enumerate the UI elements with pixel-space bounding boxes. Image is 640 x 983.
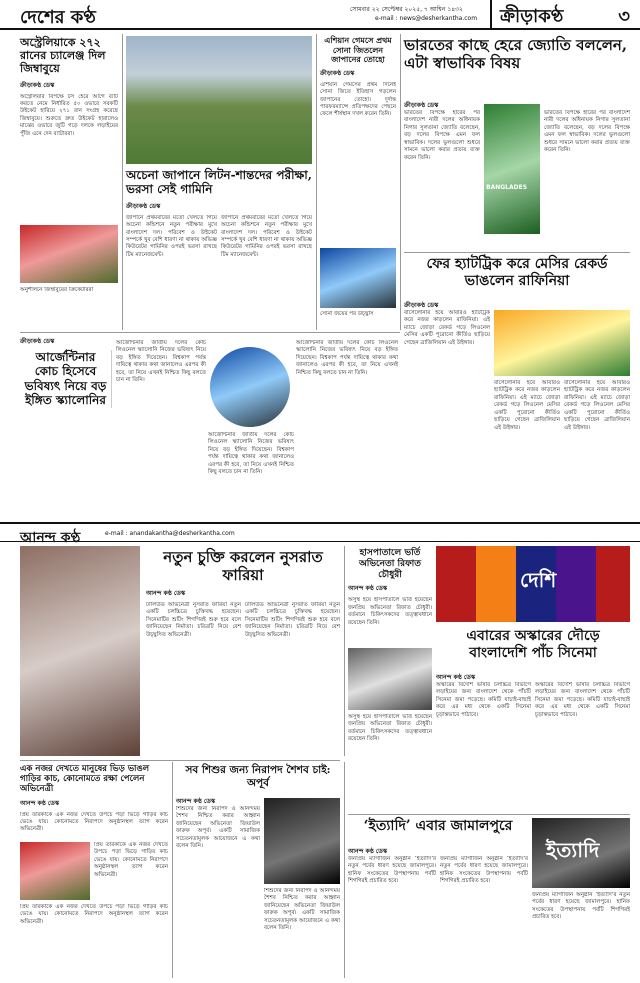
headline[interactable]: সব শিশুর জন্য নিরাপদ শৈশব চাই: অপূর্ব [185,764,331,789]
headline[interactable]: নতুন চুক্তি করলেন নুসরাত ফারিয়া [163,548,323,584]
poster-title: দেশি [520,568,557,592]
ittadi-logo-image [532,818,630,888]
gold-medal-photo [320,248,396,308]
article-body: শিশুদের জন্য নিরাপদ ও আনন্দময় শৈশব নিশ্চিত করার আহ্বান জানিয়েছেন অভিনেতা জিয়াউল ফারুক অপূর্ব। একটি সামাজিক সচেতনতামূলক আয়োজনে এ কথা বলেন তিনি। [176,806,260,850]
scaloni-photo [208,345,292,429]
article-raphinha[interactable] [404,256,630,290]
article-body-cont: শিশুদের জন্য নিরাপদ ও আনন্দময় শৈশব নিশ্চিত করার আহ্বান জানিয়েছেন অভিনেতা জিয়াউল ফারুক অপূর্ব। একটি সামাজিক সচেতনতামূলক আয়োজনে এ কথা বলেন তিনি। [264,888,340,932]
stadium-photo [126,36,312,164]
page-header [0,0,640,30]
entertainment-section-bar [0,522,640,546]
article-body: ঢালিউড অভিনেত্রী নুসরাত ফারিয়া নতুন একটি চলচ্চিত্রে চুক্তিবদ্ধ হয়েছেন। সিনেমাটির শুটিং শিগগিরই শুরু হবে বলে জানিয়েছেন নির্মাতা। চরিত্রটি নিয়ে বেশ উচ্ছ্বসিত অভিনেত্রী। [146,602,241,638]
article-jyoti[interactable] [404,36,630,72]
article-apurba[interactable] [176,764,340,789]
article-body: প্রিয় তারকাকে এক নজর দেখতে উপচে পড়া ভিড়ে গাড়ির কাচ ভেঙে যায়। কোনোমতে নিরাপদে অনুষ্ঠানস্থল ত্যাগ করেন অভিনেত্রী। [20,811,168,833]
byline: ক্রীড়াকণ্ঠ ডেস্ক [20,338,55,345]
byline: আনন্দ কণ্ঠ ডেস্ক [20,799,60,807]
headline[interactable]: এবারের অস্কারের দৌড়ে বাংলাদেশি পাঁচ সিনেমা [466,628,600,661]
headline[interactable]: অচেনা জাপানে লিটন-শান্তদের পরীক্ষা, ভরসা সেই গামিনি [126,168,312,197]
article-body-cont: ঢালিউড অভিনেত্রী নুসরাত ফারিয়া নতুন একটি চলচ্চিত্রে চুক্তিবদ্ধ হয়েছেন। সিনেমাটির শুটিং শিগগিরই শুরু হবে বলে জানিয়েছেন নির্মাতা। চরিত্রটি নিয়ে বেশ উচ্ছ্বসিত অভিনেত্রী। [245,602,340,638]
film-posters-collage [436,546,630,622]
jersey-text: BANGLADES [486,184,528,191]
article-body-cont2: বার্সেলোনার হয়ে আবারও হ্যাটট্রিক করে নজর কাড়লেন রাফিনিয়া। এই ম্যাচে জোড়া রেকর্ড গড়ে লিওনেল মেসির একটি পুরোনো কীর্তিও ছাড়িয়ে গেছেন ব্রাজিলিয়ান এই উইঙ্গার। [564,380,630,431]
article-body-cont: প্রিয় তারকাকে এক নজর দেখতে উপচে পড়া ভিড়ে গাড়ির কাচ ভেঙে যায়। কোনোমতে নিরাপদে অনুষ্ঠানস্থল ত্যাগ করেন অভিনেত্রী। [94,842,168,878]
headline[interactable]: অস্ট্রেলিয়াকে ২৭২ রানের চ্যালেঞ্জ দিল জিম্বাবুয়ে [20,36,106,76]
article-body-cont: ভারতের বিপক্ষে হারের পর বাংলাদেশ নারী দলের অধিনায়ক নিগার সুলতানা জ্যোতি বলেছেন, বড় দলের বিপক্ষে এমন ফল স্বাভাবিক। দলের ভুলগুলো শুধরে সামনে ভালো করার প্রত্যয় ব্যক্ত করেন তিনি। [544,110,630,154]
photo-caption: অনুশীলনে জিম্বাবুয়ের ক্রিকেটাররা [20,287,94,293]
article-rifat[interactable] [348,548,432,655]
ittadi-logo: ইত্যাদি [546,838,600,862]
jyoti-photo [484,104,540,234]
article-japan-test[interactable] [126,168,312,310]
article-body-cont: জাপানে প্রথমবারের মতো খেলতে গিয়ে অচেনা কন্ডিশনে নতুন পরীক্ষার মুখে বাংলাদেশ দল। পরিবেশ ও উইকেট সম্পর্কে খুব বেশি ধারণা না থাকায় অভিজ্ঞ কিউরেটর গামিনির ওপরই ভরসা রাখছে টিম ম্যানেজমেন্ট। [221,214,312,258]
headline[interactable]: এক নজর দেখতে মানুষের ভিড় ভাঙল গাড়ির কাচ, কোনোমতে রক্ষা পেলেন অভিনেত্রী [20,764,150,795]
rifat-photo [348,648,432,710]
page-number: ৩ [618,6,630,27]
headline[interactable]: ভারতের কাছে হেরে জ্যোতি বললেন, এটা স্বাভাবিক বিষয় [404,36,628,72]
byline: আনন্দ কণ্ঠ ডেস্ক [348,585,388,593]
byline: আনন্দ কণ্ঠ ডেস্ক [348,848,388,855]
dateline: সোমবার ২২ সেপ্টেম্বর ২০২৫, ৭ আশ্বিন ১৪৩২ [350,6,463,13]
article-body: অসুস্থ হয়ে হাসপাতালে ভর্তি হয়েছেন জনপ্রিয় অভিনেতা রিফাত চৌধুরী। বর্তমানে চিকিৎসকদের তত্ত্বাবধানে রয়েছেন তিনি। [348,597,432,626]
article-body: ভারতের বিপক্ষে হারের পর বাংলাদেশ নারী দলের অধিনায়ক নিগার সুলতানা জ্যোতি বলেছেন, বড় দলের বিপক্ষে এমন ফল স্বাভাবিক। দলের ভুলগুলো শুধরে সামনে ভালো করার প্রত্যয় ব্যক্ত করেন তিনি। [404,110,480,161]
article-body-cont2: জনপ্রিয় ম্যাগাজিন অনুষ্ঠান ‘ইত্যাদি’র নতুন পর্বের ধারণ হয়েছে জামালপুরে। হানিফ সংকেতের উপস্থাপনায় পর্বটি শিগগিরই প্রচারিত হবে। [532,892,630,921]
header-email[interactable]: e-mail : news@desherkantha.com [375,15,478,22]
byline: ক্রীড়াকণ্ঠ ডেস্ক [404,302,439,309]
byline: ক্রীড়াকণ্ঠ ডেস্ক [320,69,355,77]
article-body: জাপানে প্রথমবারের মতো খেলতে গিয়ে অচেনা কন্ডিশনে নতুন পরীক্ষার মুখে বাংলাদেশ দল। পরিবেশ ও উইকেট সম্পর্কে খুব বেশি ধারণা না থাকায় অভিজ্ঞ কিউরেটর গামিনির ওপরই ভরসা রাখছে টিম ম্যানেজমেন্ট। [126,214,217,258]
byline: আনন্দ কণ্ঠ ডেস্ক [146,590,186,597]
article-body-cont2: আর্জেন্টিনার জাতীয় দলের কোচ লিওনেল স্ক্যালোনি নিজের ভবিষ্যৎ নিয়ে বড় ইঙ্গিত দিয়েছেন। বিশ্বকাপ পর্যন্ত দায়িত্বে থাকার কথা জানালেও এরপর কী হবে, তা নিয়ে এখনই নিশ্চিত কিছু বলতে চান না তিনি। [208,432,294,476]
byline: ক্রীড়াকণ্ঠ ডেস্ক [404,102,439,109]
photo-caption: সোনা জয়ের পর উচ্ছ্বাস [320,311,374,317]
apurba-photo [264,798,340,884]
nusrat-faria-photo [20,546,140,756]
headline[interactable]: এশিয়ান গেমসে প্রথম সোনা জিতলেন জাপানের তোহো [324,35,392,65]
section-email[interactable]: e-mail : anandakantha@desherkantha.com [105,530,235,537]
byline: আনন্দ কণ্ঠ ডেস্ক [176,798,216,805]
article-body: আর্জেন্টিনার জাতীয় দলের কোচ লিওনেল স্ক্যালোনি নিজের ভবিষ্যৎ নিয়ে বড় ইঙ্গিত দিয়েছেন। বিশ্বকাপ পর্যন্ত দায়িত্বে থাকার কথা জানালেও এরপর কী হবে, তা নিয়ে এখনই নিশ্চিত কিছু বলতে চান না তিনি। [116,340,206,384]
article-body-cont: অস্কারের বিদেশি ভাষার চলচ্চিত্র বিভাগে লড়াইয়ের জন্য বাংলাদেশ থেকে পাঁচটি সিনেমা জমা পড়েছে। কমিটি যাচাই-বাছাই করে এর মধ্য থেকে একটি সিনেমা চূড়ান্তভাবে পাঠাবে। [535,682,630,718]
article-oscar[interactable] [436,628,630,662]
byline: ক্রীড়াকণ্ঠ ডেস্ক [20,81,55,89]
actress-photo [20,842,90,900]
article-body: অস্কারের বিদেশি ভাষার চলচ্চিত্র বিভাগে লড়াইয়ের জন্য বাংলাদেশ থেকে পাঁচটি সিনেমা জমা পড়েছে। কমিটি যাচাই-বাছাই করে এর মধ্য থেকে একটি সিনেমা চূড়ান্তভাবে পাঠাবে। [436,682,531,718]
article-nusrat-faria[interactable] [146,548,340,752]
article-body-cont: বার্সেলোনার হয়ে আবারও হ্যাটট্রিক করে নজর কাড়লেন রাফিনিয়া। এই ম্যাচে জোড়া রেকর্ড গড়ে লিওনেল মেসির একটি পুরোনো কীর্তিও ছাড়িয়ে গেছেন ব্রাজিলিয়ান এই উইঙ্গার। [494,380,560,431]
byline: ক্রীড়াকণ্ঠ ডেস্ক [126,202,161,210]
section-box [490,0,640,28]
section-title: আনন্দ কণ্ঠ [20,530,81,546]
byline: আনন্দ কণ্ঠ ডেস্ক [436,674,476,681]
article-asian-games[interactable] [320,36,396,252]
article-body-cont2: প্রিয় তারকাকে এক নজর দেখতে উপচে পড়া ভিড়ে গাড়ির কাচ ভেঙে যায়। কোনোমতে নিরাপদে অনুষ্ঠানস্থল ত্যাগ করেন অভিনেত্রী। [20,904,168,925]
article-zimbabwe[interactable] [20,36,118,224]
article-body-cont: জনপ্রিয় ম্যাগাজিন অনুষ্ঠান ‘ইত্যাদি’র নতুন পর্বের ধারণ হয়েছে জামালপুরে। হানিফ সংকেতের উপস্থাপনায় পর্বটি শিগগিরই প্রচারিত হবে। [440,856,528,885]
headline[interactable]: ফের হ্যাটট্রিক করে মেসির রেকর্ড ভাঙলেন রাফিনিয়া [426,256,608,289]
article-scaloni[interactable] [24,350,112,408]
article-body: বার্সেলোনার হয়ে আবারও হ্যাটট্রিক করে নজর কাড়লেন রাফিনিয়া। এই ম্যাচে জোড়া রেকর্ড গড়ে লিওনেল মেসির একটি পুরোনো কীর্তিও ছাড়িয়ে গেছেন ব্রাজিলিয়ান এই উইঙ্গার। [404,310,490,346]
newspaper-name: দেশের কণ্ঠ [20,7,96,28]
article-body: এশিয়ান গেমসের প্রথম দিনেই সোনা জিতে ইতিহাস গড়লেন জাপানের তোহো। দুর্দান্ত পারফরম্যান্সে প্রতিপক্ষদের পেছনে ফেলে শীর্ষস্থান দখল করেন তিনি। [320,81,396,118]
headline[interactable]: ‘ইত্যাদি’ এবার জামালপুরে [363,818,513,834]
article-body: অস্ট্রেলিয়ার বিপক্ষে টস হেরে আগে ব্যাট করতে নেমে নির্ধারিত ৫০ ওভারে সবকটি উইকেট হারিয়ে ২৭১ রান সংগ্রহ করেছে জিম্বাবুয়ে। শুরুতে দ্রুত উইকেট হারালেও মাঝের ওভারে জুটি গড়ে দলকে লড়াইয়ের পুঁজি এনে দেন ব্যাটাররা। [20,93,118,137]
headline[interactable]: আর্জেন্টিনার কোচ হিসেবে ভবিষ্যৎ নিয়ে বড় ইঙ্গিত স্ক্যালোনির [24,350,107,408]
section-title: ক্রীড়াকণ্ঠ [500,6,564,27]
raphinha-photo [494,310,630,376]
headline[interactable]: হাসপাতালে ভর্তি অভিনেতা রিফাত চৌধুরী [358,548,422,580]
article-body: জনপ্রিয় ম্যাগাজিন অনুষ্ঠান ‘ইত্যাদি’র নতুন পর্বের ধারণ হয়েছে জামালপুরে। হানিফ সংকেতের উপস্থাপনায় পর্বটি শিগগিরই প্রচারিত হবে। [348,856,436,885]
article-body-cont: অসুস্থ হয়ে হাসপাতালে ভর্তি হয়েছেন জনপ্রিয় অভিনেতা রিফাত চৌধুরী। বর্তমানে চিকিৎসকদের তত্ত্বাবধানে রয়েছেন তিনি। [348,714,432,743]
zimbabwe-photo [20,225,118,283]
article-ittadi[interactable] [348,818,528,835]
article-body-cont: আর্জেন্টিনার জাতীয় দলের কোচ লিওনেল স্ক্যালোনি নিজের ভবিষ্যৎ নিয়ে বড় ইঙ্গিত দিয়েছেন। বিশ্বকাপ পর্যন্ত দায়িত্বে থাকার কথা জানালেও এরপর কী হবে, তা নিয়ে এখনই নিশ্চিত কিছু বলতে চান না তিনি। [296,340,398,376]
